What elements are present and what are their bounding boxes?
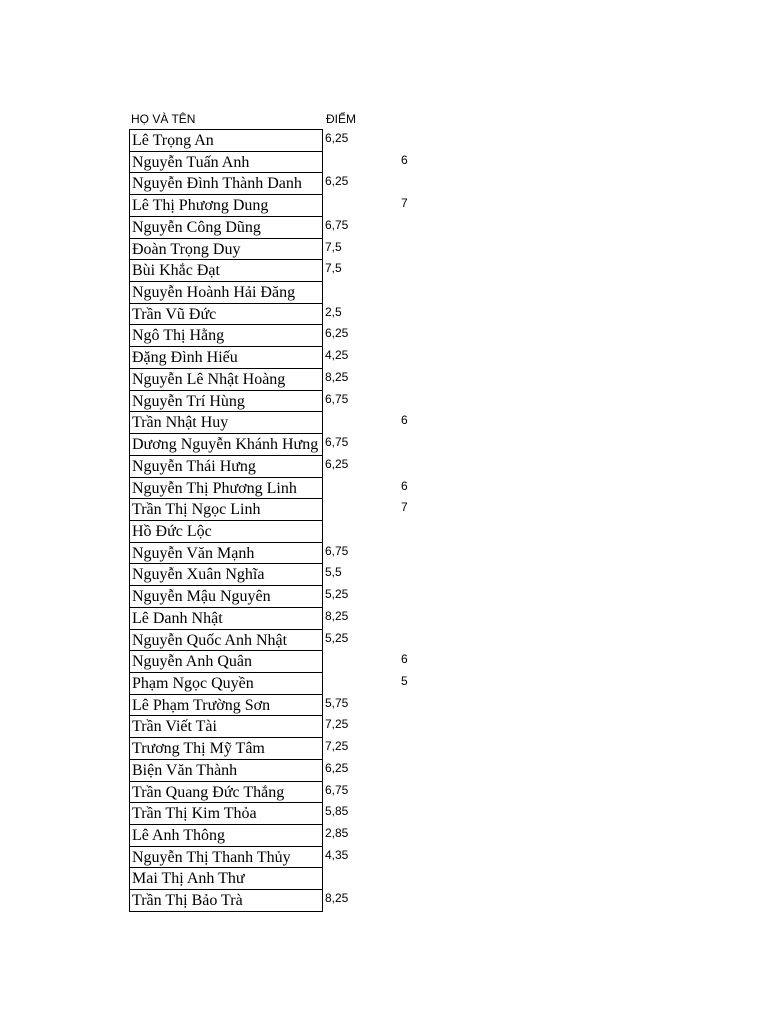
- student-name-cell[interactable]: Nguyễn Văn Mạnh: [129, 542, 323, 565]
- score-cell-secondary[interactable]: 5: [401, 673, 408, 688]
- table-row: [129, 433, 429, 455]
- score-cell[interactable]: 8,25: [325, 891, 349, 906]
- score-cell[interactable]: 2,85: [325, 826, 349, 840]
- student-name-cell[interactable]: Lê Phạm Trường Sơn: [129, 694, 323, 717]
- student-name-cell[interactable]: Lê Danh Nhật: [129, 607, 323, 630]
- student-name-cell[interactable]: Nguyễn Anh Quân: [129, 650, 323, 673]
- student-name-cell[interactable]: Trần Thị Bảo Trà: [129, 889, 323, 912]
- column-header-name: HỌ VÀ TÊN: [131, 112, 196, 126]
- score-cell-secondary[interactable]: 6: [401, 413, 408, 428]
- table-row: [129, 477, 429, 499]
- score-cell[interactable]: 6,25: [325, 456, 349, 471]
- score-cell[interactable]: 6,25: [325, 760, 349, 775]
- student-name-cell[interactable]: Nguyễn Đình Thành Danh: [129, 172, 323, 195]
- student-name-cell[interactable]: Nguyễn Thái Hưng: [129, 455, 323, 478]
- score-cell[interactable]: 6,75: [325, 435, 349, 450]
- student-name-cell[interactable]: Trần Nhật Huy: [129, 411, 323, 434]
- table-row: [129, 172, 429, 194]
- student-name-cell[interactable]: Ngô Thị Hằng: [129, 324, 323, 347]
- table-row: [129, 781, 429, 803]
- table-row: [129, 846, 429, 868]
- table-row: [129, 672, 429, 694]
- student-name-cell[interactable]: Nguyễn Tuấn Anh: [129, 151, 323, 174]
- score-cell-secondary[interactable]: 7: [401, 196, 408, 211]
- score-cell[interactable]: 6,75: [325, 782, 349, 797]
- score-cell-secondary[interactable]: 6: [401, 478, 408, 493]
- table-row: [129, 281, 429, 303]
- student-name-cell[interactable]: Lê Thị Phương Dung: [129, 194, 323, 217]
- student-name-cell[interactable]: Lê Trọng An: [129, 129, 323, 152]
- student-name-cell[interactable]: Đoàn Trọng Duy: [129, 238, 323, 261]
- student-name-cell[interactable]: Mai Thị Anh Thư: [129, 867, 323, 890]
- score-cell[interactable]: 4,25: [325, 348, 349, 363]
- score-cell-secondary[interactable]: 6: [401, 652, 408, 667]
- table-row: [129, 411, 429, 433]
- score-cell[interactable]: 6,75: [325, 543, 349, 558]
- score-cell[interactable]: 2,5: [325, 304, 342, 319]
- score-cell[interactable]: 6,25: [325, 326, 349, 341]
- table-row: [129, 216, 429, 238]
- score-cell[interactable]: 5,25: [325, 587, 349, 602]
- student-name-cell[interactable]: Trương Thị Mỹ Tâm: [129, 737, 323, 760]
- table-row: [129, 563, 429, 585]
- table-row: [129, 650, 429, 672]
- table-row: [129, 390, 429, 412]
- student-name-cell[interactable]: Nguyễn Công Dũng: [129, 216, 323, 239]
- table-row: [129, 455, 429, 477]
- score-cell[interactable]: 5,75: [325, 695, 349, 710]
- student-name-cell[interactable]: Nguyễn Thị Thanh Thủy: [129, 846, 323, 869]
- table-row: [129, 585, 429, 607]
- score-cell[interactable]: 6,25: [325, 174, 349, 189]
- table-row: [129, 694, 429, 716]
- score-cell-secondary[interactable]: 7: [401, 500, 408, 515]
- student-name-cell[interactable]: Nguyễn Trí Hùng: [129, 390, 323, 413]
- student-name-cell[interactable]: Trần Thị Ngọc Linh: [129, 498, 323, 521]
- table-row: [129, 194, 429, 216]
- student-name-cell[interactable]: Dương Nguyễn Khánh Hưng: [129, 433, 323, 456]
- table-row: [129, 629, 429, 651]
- table-row: [129, 737, 429, 759]
- score-cell[interactable]: 8,25: [325, 369, 349, 384]
- table-row: [129, 368, 429, 390]
- score-cell[interactable]: 5,25: [325, 630, 349, 645]
- score-cell[interactable]: 4,35: [325, 847, 349, 862]
- table-row: [129, 238, 429, 260]
- table-row: [129, 889, 429, 911]
- student-name-cell[interactable]: Trần Vũ Đức: [129, 303, 323, 326]
- table-row: [129, 520, 429, 542]
- column-header-score: ĐIỂM: [326, 112, 356, 126]
- score-cell[interactable]: 5,5: [325, 565, 342, 580]
- student-name-cell[interactable]: Phạm Ngọc Quyền: [129, 672, 323, 695]
- student-name-cell[interactable]: Nguyễn Mậu Nguyên: [129, 585, 323, 608]
- table-row: [129, 129, 429, 151]
- score-cell[interactable]: 7,5: [325, 239, 342, 254]
- table-row: [129, 151, 429, 173]
- table-row: [129, 542, 429, 564]
- student-name-cell[interactable]: Lê Anh Thông: [129, 824, 323, 847]
- table-row: [129, 715, 429, 737]
- student-name-cell[interactable]: Trần Thị Kim Thỏa: [129, 802, 323, 825]
- student-name-cell[interactable]: Đặng Đình Hiếu: [129, 346, 323, 369]
- score-cell[interactable]: 7,25: [325, 739, 349, 754]
- student-name-cell[interactable]: Trần Quang Đức Thắng: [129, 781, 323, 804]
- student-name-cell[interactable]: Nguyễn Quốc Anh Nhật: [129, 629, 323, 652]
- table-row: [129, 824, 429, 846]
- table-row: [129, 759, 429, 781]
- table-row: [129, 498, 429, 520]
- table-row: [129, 802, 429, 824]
- score-cell[interactable]: 6,75: [325, 391, 349, 406]
- student-name-cell[interactable]: Nguyễn Lê Nhật Hoàng: [129, 368, 323, 391]
- table-row: [129, 259, 429, 281]
- score-cell[interactable]: 8,25: [325, 608, 349, 623]
- student-name-cell[interactable]: Biện Văn Thành: [129, 759, 323, 782]
- student-name-cell[interactable]: Trần Viết Tài: [129, 715, 323, 738]
- table-row: [129, 867, 429, 889]
- student-name-cell[interactable]: Nguyễn Hoành Hải Đăng: [129, 281, 323, 304]
- score-cell[interactable]: 7,25: [325, 717, 349, 732]
- student-list: [129, 129, 429, 911]
- table-row: [129, 607, 429, 629]
- score-cell[interactable]: 6,75: [325, 217, 349, 232]
- student-name-cell[interactable]: Nguyễn Xuân Nghĩa: [129, 563, 323, 586]
- student-name-cell[interactable]: Hồ Đức Lộc: [129, 520, 323, 543]
- student-name-cell[interactable]: Nguyễn Thị Phương Linh: [129, 477, 323, 500]
- student-name-cell[interactable]: Bùi Khắc Đạt: [129, 259, 323, 282]
- table-row: [129, 303, 429, 325]
- score-cell[interactable]: 5,85: [325, 804, 349, 819]
- score-cell-secondary[interactable]: 6: [401, 152, 408, 167]
- table-row: [129, 346, 429, 368]
- score-cell[interactable]: 7,5: [325, 261, 342, 276]
- score-cell[interactable]: 6,25: [325, 131, 349, 145]
- table-row: [129, 324, 429, 346]
